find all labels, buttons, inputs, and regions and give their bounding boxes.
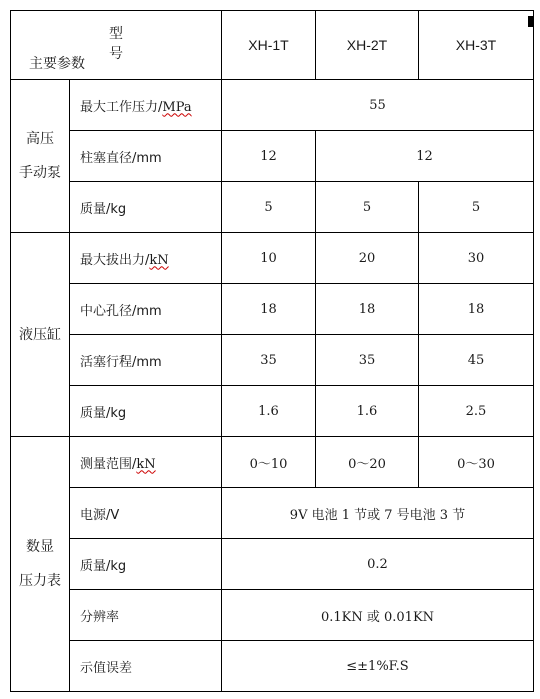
param-label: 测量范围/ (80, 456, 137, 472)
group-gauge-line1: 数显 (26, 539, 54, 555)
value-plunger-dia-1: 12 (222, 131, 316, 182)
param-unit: kN (149, 252, 169, 268)
param-power: 电源/V (70, 488, 222, 539)
param-stroke: 活塞行程/mm (70, 335, 222, 386)
spec-table (10, 10, 534, 692)
param-error: 示值误差 (70, 641, 222, 692)
group-pump (11, 80, 70, 233)
value-center-hole-1: 18 (222, 284, 316, 335)
param-unit: kN (136, 456, 156, 472)
table-row (11, 437, 534, 488)
value-cyl-mass-1: 1.6 (222, 386, 316, 437)
param-cyl-mass: 质量/kg (70, 386, 222, 437)
group-cylinder: 液压缸 (11, 233, 70, 437)
table-row (11, 488, 534, 539)
table-row (11, 590, 534, 641)
value-range-2: 0～20 (316, 437, 419, 488)
param-pump-mass: 质量/kg (70, 182, 222, 233)
param-max-pull (70, 233, 222, 284)
table-row (11, 386, 534, 437)
value-pump-mass-3: 5 (419, 182, 534, 233)
value-pump-mass-1: 5 (222, 182, 316, 233)
value-stroke-3: 45 (419, 335, 534, 386)
value-stroke-1: 35 (222, 335, 316, 386)
param-unit: MPa (162, 99, 192, 115)
header-row (11, 11, 534, 80)
value-pump-mass-2: 5 (316, 182, 419, 233)
param-plunger-dia: 柱塞直径/mm (70, 131, 222, 182)
table-row (11, 641, 534, 692)
value-max-pull-1: 10 (222, 233, 316, 284)
table-row (11, 335, 534, 386)
value-range-3: 0～30 (419, 437, 534, 488)
group-pump-line2: 手动泵 (19, 165, 61, 181)
value-gauge-mass: 0.2 (222, 539, 534, 590)
model-xh3t: XH-3T (419, 11, 534, 80)
value-max-pull-2: 20 (316, 233, 419, 284)
group-gauge-line2: 压力表 (19, 573, 61, 589)
table-row (11, 131, 534, 182)
table-row (11, 284, 534, 335)
value-cyl-mass-3: 2.5 (419, 386, 534, 437)
table-row (11, 80, 534, 131)
value-cyl-mass-2: 1.6 (316, 386, 419, 437)
param-max-pressure (70, 80, 222, 131)
table-row (11, 182, 534, 233)
table-row (11, 539, 534, 590)
value-center-hole-2: 18 (316, 284, 419, 335)
param-label: 最大工作压力/ (80, 99, 163, 115)
value-error: ≤±1%F.S (222, 641, 534, 692)
param-label: 最大拔出力/ (80, 252, 150, 268)
value-range-1: 0～10 (222, 437, 316, 488)
value-resolution: 0.1KN 或 0.01KN (222, 590, 534, 641)
param-resolution: 分辨率 (70, 590, 222, 641)
value-center-hole-3: 18 (419, 284, 534, 335)
model-label: 型 号 (109, 26, 151, 62)
params-label: 主要参数 (29, 56, 85, 72)
model-xh2t: XH-2T (316, 11, 419, 80)
group-pump-line1: 高压 (26, 131, 54, 147)
param-center-hole: 中心孔径/mm (70, 284, 222, 335)
header-diagonal-cell (11, 11, 222, 80)
model-xh1t: XH-1T (222, 11, 316, 80)
group-gauge (11, 437, 70, 692)
value-max-pull-3: 30 (419, 233, 534, 284)
table-row (11, 233, 534, 284)
value-plunger-dia-23: 12 (316, 131, 534, 182)
value-max-pressure: 55 (222, 80, 534, 131)
param-gauge-mass: 质量/kg (70, 539, 222, 590)
value-stroke-2: 35 (316, 335, 419, 386)
param-range (70, 437, 222, 488)
value-power: 9V 电池 1 节或 7 号电池 3 节 (222, 488, 534, 539)
